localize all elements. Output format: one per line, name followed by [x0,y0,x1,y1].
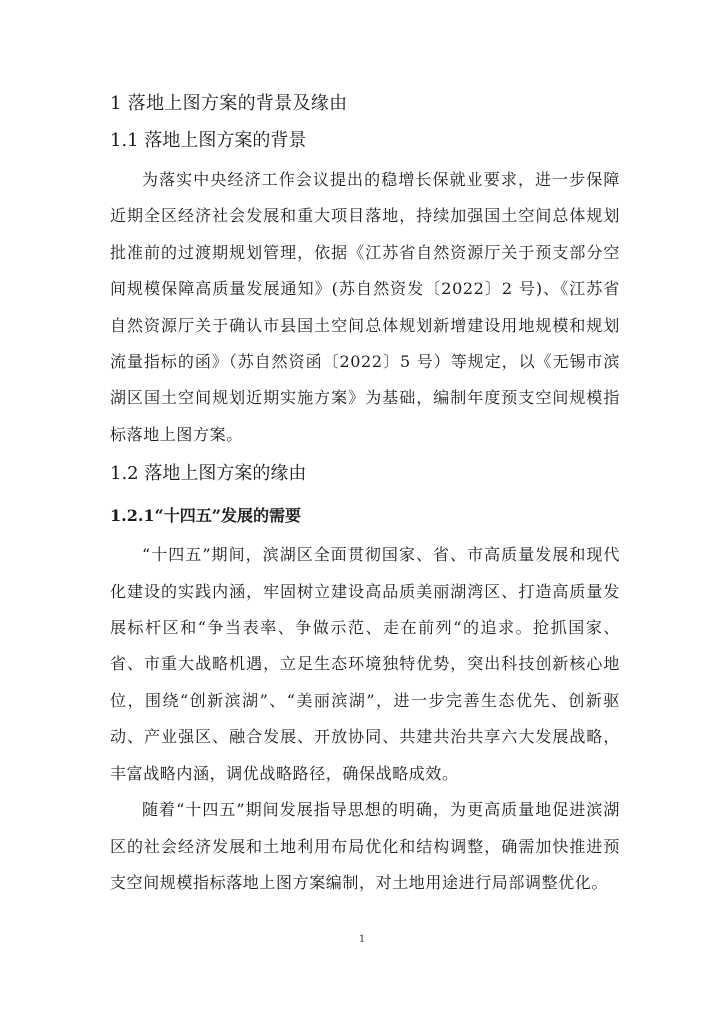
chapter-heading: 1 落地上图方案的背景及缘由 [110,93,348,114]
fourteenth-five-year-paragraph: “十四五”期间，滨湖区全面贯彻国家、省、市高质量发展和现代化建设的实践内涵，牢固树立建设高品质美丽湖湾区、打造高质量发展标杆区和“争当表率、争做示范、走在前列“的追求。抢抓国家、省、市重大战略机遇，立足生态环境独特优势，突出科技创新核心地位，围绕“创新滨湖”、“美丽滨湖”，进一步完善生态优先、创新驱动、产业强区、融合发展、开放协同、共建共治共享六大发展战略，丰富战略内涵，调优战略路径，确保战略成效。 [110,545,620,783]
page-number: 1 [358,934,366,945]
guiding-thought-paragraph: 随着“十四五”期间发展指导思想的明确，为更高质量地促进滨湖区的社会经济发展和土地利用布局优化和结构调整，确需加快推进预支空间规模指标落地上图方案编制，对土地用途进行局部调整优化。 [110,800,620,892]
subsection-heading-1-2-1: 1.2.1“十四五”发展的需要 [110,506,301,526]
page-body [110,88,620,901]
section-heading-1-1: 1.1 落地上图方案的背景 [110,130,307,151]
section-heading-1-2: 1.2 落地上图方案的缘由 [110,463,307,485]
background-paragraph: 为落实中央经济工作会议提出的稳增长保就业要求，进一步保障近期全区经济社会发展和重大项目落地，持续加强国土空间总体规划批准前的过渡期规划管理，依据《江苏省自然资源厅关于预支部分空间规模保障高质量发展通知》(苏自然资发〔2022〕2 号)、《江苏省自然资源厅关于确认市县国土空间总体规划新增建设用地规模和规划流量指标的函》（苏自然资函〔2022〕5 号）等规定，以《无锡市滨湖区国土空间规划近期实施方案》为基础，编制年度预支空间规模指标落地上图方案。 [110,170,620,444]
